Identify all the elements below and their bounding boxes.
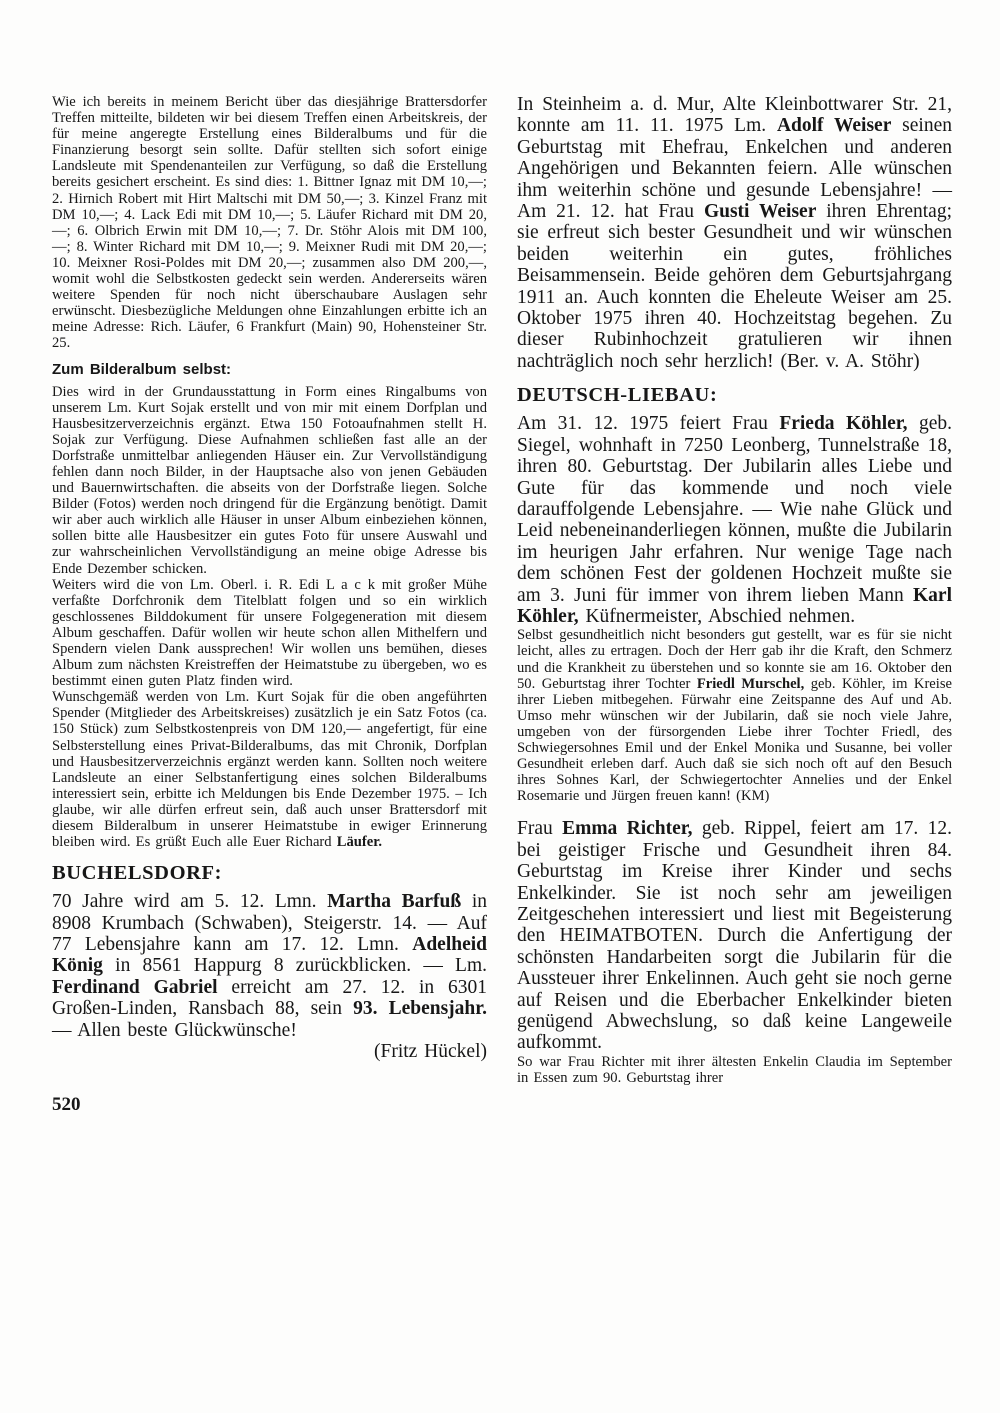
- album-paragraph-2: Weiters wird die von Lm. Oberl. i. R. Edi L a c k mit großer Mühe verfaßte Dorfchronik dem Titelblatt folgen und so ein wirklich geschlossenes Bilddokument für unsere Folgegeneration mit diesem Album geschaffen. Dafür wollen wir heute schon allen Mithelfern und Spendern vielen Dank aussprechen! Wir wollen uns bemühen, dieses Album zum nächsten Kreistreffen der Heimatstube zu übergeben, wo es bestimmt einen guten Platz finden wird.: [52, 576, 487, 690]
- album-section-heading: Zum Bilderalbum selbst:: [52, 360, 232, 378]
- album-paragraph-3: Wunschgemäß werden von Lm. Kurt Sojak für die oben angeführten Spender (Mitglieder des Arbeitskreises) zusätzlich je ein Satz Fotos (ca. 150 Stück) zum Selbstkostenpreis von DM 120,— angefertigt, für eine Selbsterstellung eines Privat-Bilderalbums, das mit Chronik, Dorfplan und Hausbesitzerverzeichnis ergänzt werden kann. Sollten noch weitere Landsleute an einer Selbstanfertigung eines solchen Bilderalbums interessiert sein, erbitte ich Meldungen bis Ende Dezember 1975. – Ich glaube, wir alle dürfen erfreut sein, daß auch unser Brattersdorf mit diesem Bilderalbum in unserer Heimatstube in ewiger Erinnerung bleiben wird. Es grüßt Euch alle Euer Richard Läufer.: [52, 689, 487, 851]
- two-column-layout: [52, 94, 952, 1116]
- byline-fritz-hueckel: (Fritz Hückel): [373, 1041, 487, 1063]
- page-number: 520: [52, 1094, 81, 1116]
- liebau-paragraph: Am 31. 12. 1975 feiert Frau Frieda Köhler, geb. Siegel, wohnhaft in 7250 Leonberg, Tunnelstraße 18, ihren 80. Geburtstag. Der Jubilarin alles Liebe und Gute für das kommende und noch viele darauffolgende Lebensjahre. — Wie nahe Glück und Leid nebeneinanderliegen können, mußte die Jubilarin im heurigen Jahr erfahren. Nur wenige Tage nach dem schönen Fest der goldenen Hochzeit mußte sie am 3. Juni für immer von ihrem lieben Mann Karl Köhler, Küfnermeister, Abschied nehmen.: [517, 413, 952, 627]
- richter-small-paragraph: So war Frau Richter mit ihrer ältesten Enkelin Claudia im September in Essen zum 90. Geburtstag ihrer: [517, 1053, 952, 1086]
- steinheim-paragraph: In Steinheim a. d. Mur, Alte Kleinbottwarer Str. 21, konnte am 11. 11. 1975 Lm. Adolf Weiser seinen Geburtstag mit Ehefrau, Enkelchen und anderen Angehörigen und Bekannten feiern. Alle wünschen ihm weiterhin schöne und gesunde Lebensjahre! — Am 21. 12. hat Frau Gusti Weiser ihren Ehrentag; sie erfreut sich bester Gesundheit und wir wünschen beiden weiterhin ein gutes, fröhliches Beisammensein. Beide gehören dem Geburtsjahrgang 1911 an. Auch konnten die Eheleute Weiser am 25. Oktober 1975 ihren 40. Hochzeitstag begehen. Zu dieser Rubinhochzeit gratulieren wir ihnen nachträglich noch sehr herzlich! (Ber. v. A. Stöhr): [517, 94, 952, 372]
- right-column: [517, 94, 952, 1116]
- richter-paragraph: Frau Emma Richter, geb. Rippel, feiert am 17. 12. bei geistiger Frische und Gesundheit ihren 84. Geburtstag im Kreise ihrer Kinder und sechs Enkelkinder. Sie ist noch sehr am jeweiligen Zeitgeschehen interessiert und liest mit Begeisterung den HEIMATBOTEN. Durch die Anfertigung der schönsten Handarbeiten sorgt die Jubilarin für die Aussteuer ihrer Enkelinnen. Auch geht sie noch gerne auf Reisen und die Eberbacher Enkelkinder bieten genügend Abwechslung, so daß keine Langeweile aufkommt.: [517, 818, 952, 1054]
- left-column: [52, 94, 487, 1116]
- liebau-small-paragraph: Selbst gesundheitlich nicht besonders gut gestellt, war es für sie nicht leicht, alles zu ertragen. Doch der Herr gab ihr die Kraft, den Schmerz und die Krankheit zu überstehen und so konnte sie am 16. Oktober den 50. Geburtstag ihrer Tochter Friedl Murschel, geb. Köhler, im Kreise ihrer Lieben mitbegehen. Fürwahr eine Zeitspanne des Auf und Ab. Umso mehr wünschen wir der Jubilarin, daß sie noch viele Jahre, umgeben von der fürsorgenden Liebe ihrer Tochter Friedl, des Schwiegersohnes Emil und der Enkel Monika und Susanne, bei voller Gesundheit erleben darf. Auch daß sie sich noch oft auf den Besuch ihres Sohnes Karl, der Schwiegertochter Annelies und der Enkel Rosemarie und Jürgen freuen kann! (KM): [517, 627, 952, 805]
- buchelsdorf-heading: BUCHELSDORF:: [52, 862, 223, 885]
- album-paragraph-1: Dies wird in der Grundausstattung in Form eines Ringalbums von unserem Lm. Kurt Sojak erstellt und von mir mit einem Dorfplan und Hausbesitzerverzeichnis ergänzt. Etwa 150 Fotoaufnahmen stellt H. Sojak zur Verfügung. Diese Aufnahmen schließen fast alle an der Dorfstraße unmittelbar anliegenden Häuser ein. Zur Vervollständigung fehlen dann noch Bilder, in der Hauptsache also von jenen Gebäuden und Bauernwirtschaften. die abseits von der Dorfstraße liegen. Solche Bilder (Fotos) werden noch dringend für die Ergänzung benötigt. Damit wir aber auch wirklich alle Häuser in unser Album einbeziehen können, sollen bitte alle Hausbesitzer ein gutes Foto für unsere Auswahl und zur wahrscheinlichen Vervollständigung an meine obige Adresse bis Ende Dezember schicken.: [52, 383, 487, 577]
- intro-paragraph: Wie ich bereits in meinem Bericht über das diesjährige Brattersdorfer Treffen mitteilte, bildeten wir bei diesem Treffen einen Arbeitskreis, der für meine angeregte Erstellung eines Bilderalbums und für die Finanzierung besorgt sein sollte. Dafür stellten sich sofort einige Landsleute mit Spendenanteilen zur Verfügung, so daß die Erstellung bereits gesichert erscheint. Es sind dies: 1. Bittner Ignaz mit DM 10,—; 2. Hirnich Robert mit Hirt Maltschi mit DM 50,—; 3. Kinzel Franz mit DM 10,—; 4. Lack Edi mit DM 10,—; 5. Läufer Richard mit DM 20,—; 6. Olbrich Erwin mit DM 10,—; 7. Dr. Stöhr Alois mit DM 100,—; 8. Winter Richard mit DM 10,—; 9. Meixner Rudi mit DM 20,—; 10. Meixner Rosi-Poldes mit DM 20,—; zusammen also DM 200,—, womit wohl die Selbstkosten gedeckt sein werden. Andererseits wären weitere Spenden für noch nicht überschaubare Auslagen sehr erwünscht. Diesbezügliche Meldungen ohne Einzahlungen erbitte ich an meine Adresse: Rich. Läufer, 6 Frankfurt (Main) 90, Hohensteiner Str. 25.: [52, 94, 487, 352]
- buchelsdorf-paragraph: 70 Jahre wird am 5. 12. Lmn. Martha Barfuß in 8908 Krumbach (Schwaben), Steigerstr. 14. — Auf 77 Lebensjahre kann am 17. 12. Lmn. Adelheid König in 8561 Happurg 8 zurückblicken. — Lm. Ferdinand Gabriel erreicht am 27. 12. in 6301 Großen-Linden, Ransbach 88, sein 93. Lebensjahr. — Allen beste Glückwünsche!: [52, 891, 488, 1041]
- deutsch-liebau-heading: DEUTSCH-LIEBAU:: [517, 384, 718, 407]
